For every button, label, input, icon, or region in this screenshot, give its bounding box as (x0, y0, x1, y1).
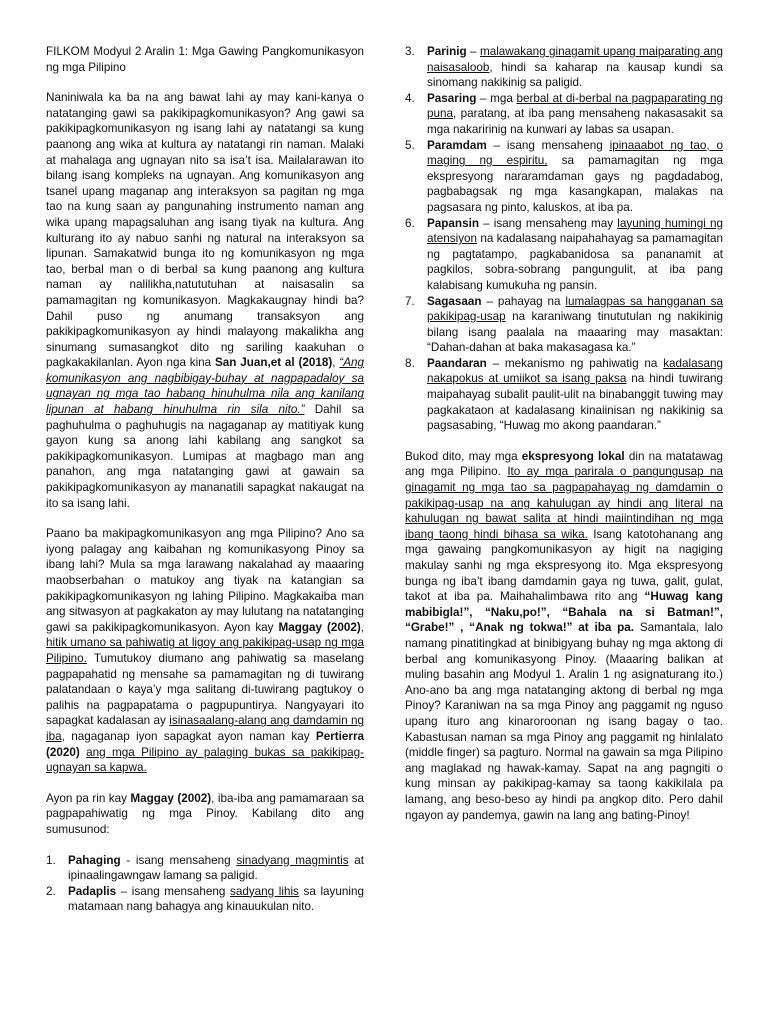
list-number: 7. (405, 294, 415, 308)
list-item (405, 356, 723, 434)
list-item (405, 138, 723, 216)
list-term: Papansin (427, 216, 479, 230)
list-text: sa layuning matamaan nang bahagya ang kinauukulan nito. (68, 884, 364, 914)
list-term: Pasaring (427, 91, 477, 105)
list-number: 5. (405, 138, 415, 152)
list-text: sa pamamagitan ng mga ekspresyong nararamdaman gays ng pagdadabog, pagbabagsak ng mga kasangkapan, malakas na pagsasara ng pinto, kaluskos, at iba pa. (427, 154, 723, 214)
right-column (405, 44, 723, 838)
p4-text-cont3: Samantala, lalo namang pinatitingkad at binibigyang buhay ng mga aktong di berbal ang komunikasyong Pinoy. (Maaaring balikan at muling basahin ang Modyul 1. Aralin 1 ng asignaturang ito.) Ano-ano ba ang mga natatanging aktong di berbal ng mga Pinoy? Karaniwan na sa mga Pinoy ang paggamit ng nguso upang ituro ang kinaroroonan ng isang bagay o tao. Kabastusan naman sa mga Pinoy ang paggamit ng hinlalato (middle finger) sa pagturo. Normal na gawain sa mga Pilipino ang maglakad ng hawak-kamay. Sapat na ang pagngiti o kung minsan ay pakikipag-kamay sa taong kakikilala pa lamang, ang beso-beso ay hindi pa angkop dito. Pero dahil ngayon ay pandemya, gawin na lang ang bating-Pinoy! (405, 621, 723, 822)
p2-text: Paano ba makipagkomunikasyon ang mga Pilipino? Ano sa iyong palagay ang kaibahan ng komunikasyong Pinoy sa ibang lahi? Mula sa mga larawang nakalahad ay maaaring maobserbahan o matukoy ang tiyak na katangian sa pakikipagkomunikasyon ng lahing Pilipino. Magkakaiba man ang sitwasyon at pagkakaton ay may lulutang na natatanging gawi sa pakikipagkomunikasyon. Ayon kay (46, 527, 364, 634)
p4-text-cont: din na matatawag ang mga Pilipino. (405, 449, 723, 479)
list-text: na hindi tuwirang maipahayag subalit paulit-ulit na binabanggit tuwing may pagkakataon at kadalasang kinaiinisan ng nakikinig sa pagsasabing, “Huwag mo akong paandaran.” (427, 372, 723, 433)
p2-author-pertierra: Pertierra (2020) (46, 729, 364, 759)
list-term: Pahaging (68, 853, 121, 867)
list-text: – isang mensaheng (116, 884, 230, 898)
list-text: – isang mensaheng (486, 138, 610, 152)
list-underlined: sinadyang magmintis (236, 853, 349, 867)
list-text: – mekanismo ng pahiwatig na (486, 356, 664, 370)
list-item (46, 884, 364, 915)
list-term: Parinig (427, 45, 467, 58)
intro-text: Naniniwala ka ba na ang bawat lahi ay may kani-kanya o natatanging gawi sa pakikipagkomunikasyon? Ang gawi sa pakikipagkomunikasyon ng isang lahi ay natatangi sa kung paanong ang wika at kultura ay natatangi rin naman. Malaki at mahalaga ang ugnayan nito sa isa’t isa. Mailalarawan ito bilang isang kompleks na ugnayan. Ang komunikasyon ang tsanel upang maganap ang interaksyon sa pagitan ng mga tao na kung saan ay pangunahing instrumento naman ang wika upang mapagsaluhan ang isang tiyak na kultura. Ang kulturang ito ay nabuo sanhi ng natural na interaksyon sa lipunan. Samakatwid bunga ito ng komunikasyon ng mga tao, berbal man o di berbal sa kung paanong ang kultura naman ay nalilikha,natututuhan at naisasalin sa pamamagitan ng komunikasyon. Magkakaugnay hindi ba? Dahil puso ng anumang transaksyon ang pakikipagkomunikasyon ay hindi malayong makalikha ang sinumang sumasangkot dito ng sariling kaakuhan o pagkakakilanlan. Ayon nga kina (46, 91, 364, 370)
p2-underlined-openness: ang mga Pilipino ay palaging bukas sa pakikipag-ugnayan sa kapwa. (46, 745, 364, 775)
list-underlined: kadalasang nakapokus at umiikot sa isang paksa (427, 356, 723, 386)
document-title: FILKOM Modyul 2 Aralin 1: Mga Gawing Pangkomunikasyon ng mga Pilipino (46, 45, 364, 74)
p3-author: Maggay (2002) (130, 791, 212, 805)
methods-intro-paragraph (46, 791, 364, 838)
list-text: – isang mensaheng may (478, 216, 618, 230)
list-number: 2. (46, 884, 56, 898)
p2-comma: , (360, 620, 364, 634)
list-item (405, 44, 723, 91)
list-number: 8. (405, 356, 415, 370)
list-text: na karaniwang tinututulan ng nakikinig bilang isang paalala na maaaring may masaktan: “Dahan-dahan at baka makasagasa ka.” (427, 310, 723, 355)
local-expressions-paragraph (405, 449, 723, 823)
pahiwatig-list-part-2 (405, 44, 723, 434)
p2-text-cont2: , nagaganap iyon sapagkat ayon naman kay (61, 729, 316, 743)
intro-comma: , (332, 356, 340, 370)
list-text: at ipinaalingawngaw lamang sa paligid. (68, 853, 365, 883)
list-number: 6. (405, 216, 415, 230)
p3-text: Ayon pa rin kay (46, 791, 131, 805)
list-item (405, 91, 723, 138)
left-column (46, 44, 364, 915)
list-term: Paramdam (427, 138, 487, 152)
p4-text-cont2: Isang katotohanang ang mga gawaing pangkomunikasyon ay higit na nagiging makulay sanhi ng mga ekspresyong ito. Mga ekspresyong bunga ng iba’t ibang damdamin gaya ng tuwa, galit, gulat, takot at iba pa. Maihahalimbawa rito ang (405, 527, 724, 604)
p2-underlined-claim: hitik umano sa pahiwatig at ligoy ang pakikipag-usap ng mga Pilipino. (46, 636, 364, 665)
list-item (405, 216, 723, 294)
intro-quote: “Ang komunikasyon ang nagbibigay-buhay at nagpapadaloy sa ugnayan ng mga tao habang hinuhulma nila ang kanilang lipunan at habang hinuhulma rin sila nito.” (46, 356, 364, 417)
list-text: na kadalasang naipahahayag sa pamamagitan ng pagtatampo, pagkabanidosa sa pananamit at pagkilos, sobra-sobrang pangungulit, at iba pang kalabisang kumukuha ng pansin. (427, 232, 723, 292)
list-item (405, 294, 723, 356)
list-number: 3. (405, 45, 415, 58)
pahiwatig-list-part-1 (46, 853, 364, 915)
p2-text-cont: Tumutukoy diumano ang pahiwatig sa maselang pagpapahatid ng mensahe sa pamamagitan ng di tuwirang palatandaan o kaya’y mga salitang di-tuwirang pagtukoy o palihis na pagpapatama o pagpupuntirya. Nangyayari ito sapagkat kadalasan ay (46, 651, 364, 728)
list-item (46, 853, 364, 884)
p4-bold-term: ekspresyong lokal (521, 449, 625, 463)
list-text: - isang mensaheng (120, 853, 237, 867)
list-number: 4. (405, 91, 415, 105)
p2-underlined-feelings: isinasaalang-alang ang damdamin ng iba (46, 714, 364, 743)
intro-paragraph (46, 90, 364, 511)
intro-text-cont: Dahil sa paghuhulma o paghuhugis na nagaganap ay matitiyak kung gayon kung sa anong lahi kabilang ang sangkot sa pakikipagkomunikasyon. Lumipas at magbago man ang panahon, ang mga natatanging gawi at gawain sa pakikipagkomunikasyon ay mananatili sapagkat nakaugat na ito sa isang lahi. (46, 403, 364, 510)
list-text: , hindi sa kaharap na kausap kundi sa sinomang nakikinig sa paligid. (427, 60, 723, 90)
p2-author-maggay: Maggay (2002) (278, 620, 361, 634)
list-text: – (466, 45, 480, 58)
intro-author: San Juan,et al (2018) (214, 356, 333, 370)
p4-bold-examples: “Huwag kang mabibigla!”, “Naku,po!”, “Bahala na si Batman!”, “Grabe!” , “Anak ng tokwa!” at iba pa. (405, 590, 723, 635)
list-term: Sagasaan (427, 294, 482, 308)
p3-text-cont: , iba-iba ang pamamaraan sa pagpapahiwatig ng mga Pinoy. Kabilang dito ang sumusunod: (46, 791, 364, 836)
list-underlined: layuning humingi ng atensiyon (427, 216, 723, 246)
list-text: , paratang, at iba pang mensaheng nakasasakit sa mga nakaririnig na kunwari ay labas sa usapan. (427, 107, 723, 136)
list-underlined: sadyang lihis (229, 884, 299, 898)
filipino-communication-paragraph (46, 526, 364, 776)
p4-text: Bukod dito, may mga (405, 449, 522, 463)
p4-underlined-definition: Ito ay mga parirala o pangungusap na ginagamit ng mga tao sa pagpapahayag ng damdamin o pakikipag-usap na ang kahulugan ay hindi ang literal na kahulugan ng bawat salita at hindi maiintindihan ng mga ibang taong hindi bihasa sa wika. (405, 465, 723, 541)
list-number: 1. (46, 853, 56, 867)
list-text: – pahayag na (481, 294, 566, 308)
list-term: Paandaran (427, 356, 487, 370)
list-text: – mga (476, 91, 517, 105)
list-underlined: berbal at di-berbal na pagpaparating ng puna (427, 91, 723, 121)
list-term: Padaplis (68, 884, 117, 898)
list-underlined: malawakang ginagamit upang maiparating ang naisasaloob (427, 45, 723, 74)
list-underlined: ipinaaabot ng tao, o maging ng espiritu, (427, 138, 723, 168)
list-underlined: lumalagpas sa hangganan sa pakikipag-usap (427, 294, 723, 324)
